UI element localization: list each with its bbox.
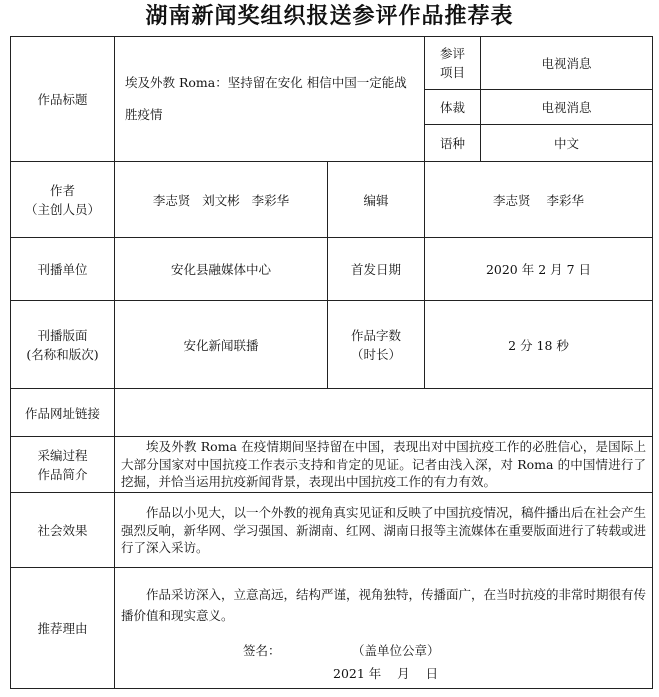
value-language: 中文 <box>480 124 652 161</box>
value-url <box>114 388 652 436</box>
label-publisher: 刊播单位 <box>11 237 114 300</box>
label-award-category: 参评 项目 <box>424 37 480 89</box>
value-work-title <box>114 37 424 161</box>
value-first-date: 2020 年 2 月 7 日 <box>424 237 652 300</box>
value-author: 李志贤 刘文彬 李彩华 <box>114 161 327 237</box>
label-reason: 推荐理由 <box>11 567 114 688</box>
label-process: 采编过程 作品简介 <box>11 436 114 492</box>
value-award-category: 电视消息 <box>480 37 652 89</box>
page-title: 湖南新闻奖组织报送参评作品推荐表 <box>145 4 514 29</box>
value-reason: 作品采访深入，立意高远，结构严谨，视角独特，传播面广，在当时抗疫的非常时期很有传播价值和现实意义。 <box>121 587 647 623</box>
label-effect: 社会效果 <box>11 492 114 567</box>
label-first-date: 首发日期 <box>327 237 424 300</box>
recommendation-form-table <box>10 36 653 689</box>
label-word-count: 作品字数 （时长） <box>327 300 424 388</box>
label-genre: 体裁 <box>424 89 480 124</box>
value-edition: 安化新闻联播 <box>114 300 327 388</box>
value-reason-cell <box>114 567 652 688</box>
value-work-title-text: 埃及外教 Roma：坚持留在安化 相信中国一定能战胜疫情 <box>125 75 407 122</box>
label-language: 语种 <box>424 124 480 161</box>
value-effect-cell <box>114 492 652 567</box>
signature-date: 2021 年 月 日 <box>333 666 439 681</box>
value-publisher: 安化县融媒体中心 <box>114 237 327 300</box>
value-genre: 电视消息 <box>480 89 652 124</box>
label-author: 作者 （主创人员） <box>11 161 114 237</box>
label-editor: 编辑 <box>327 161 424 237</box>
label-edition: 刊播版面 (名称和版次) <box>11 300 114 388</box>
value-process: 埃及外教 Roma 在疫情期间坚持留在中国，表现出对中国抗疫工作的必胜信心，是国际上大部分国家对中国抗疫工作表示支持和肯定的见证。记者由浅入深，对 Roma 的中国情进行了挖掘，并恰当运用抗疫新闻背景，表现出中国抗疫工作的有力有效。 <box>121 439 646 489</box>
label-work-title: 作品标题 <box>37 91 88 107</box>
value-editor: 李志贤 李彩华 <box>424 161 652 237</box>
value-process-cell <box>114 436 652 492</box>
value-word-count: 2 分 18 秒 <box>424 300 652 388</box>
signature-line: 签名： （盖单位公章） <box>243 643 440 658</box>
value-effect: 作品以小见大，以一个外教的视角真实见证和反映了中国抗疫情况，稿件播出后在社会产生强烈反响，新华网、学习强国、新湖南、红网、湖南日报等主流媒体在重要版面进行了转载或进行了深入采访。 <box>121 505 647 555</box>
label-url: 作品网址链接 <box>11 388 114 436</box>
